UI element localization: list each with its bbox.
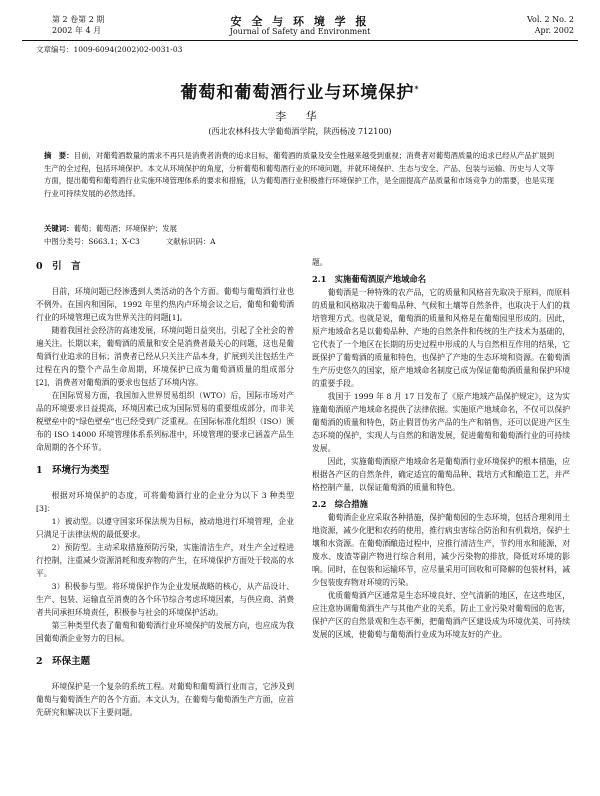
body-paragraph: 葡萄酒是一种特殊的农产品，它的质量和风格首先取决于原料，而原料的质量和风格取决于葡萄品种、气候和土壤等自然条件，也取决于人们的栽培管理方式。也就是说，葡萄酒的质量和风格是在葡萄园里形成的。因此，原产地域命名是以葡萄品种、产地的自然条件和传统的生产技术为基础的，它代表了一个地区在长期的历史过程中形成的人与自然相互作用的结果，它既保护了葡萄酒的质量和特色，也保护了产地的生态环境和资源。在葡萄酒生产历史悠久的国家，原产地域命名制度已成为保证葡萄酒质量和保护环境的重要手段。 [312,288,570,388]
paper-title: 葡萄和葡萄酒行业与环境保护* [180,83,420,103]
body-paragraph: 第三种类型代表了葡萄和葡萄酒行业环境保护的发展方向，也应成为我国葡萄酒企业努力的目标。 [36,621,294,643]
body-paragraph: 我国于 1999 年 8 月 17 日发布了《原产地域产品保护规定》，这为实施葡萄酒原产地域命名提供了法律依据。实施原产地域命名，不仅可以保护葡萄酒的质量和特色，防止假冒伪劣产品的生产和销售，还可以促进产区生态环境的保护，实现人与自然的和谐发展，促进葡萄和葡萄酒行业的可持续发展。 [312,392,570,453]
body-paragraph: 因此，实施葡萄酒原产地域命名是葡萄酒行业环境保护的根本措施，应根据各产区的自然条件，确定适宜的葡萄品种、栽培方式和酿造工艺，并严格控制产量，以保证葡萄酒的质量和特色。 [312,457,570,492]
abstract-text: 目前，对葡萄酒数量的需求不再只是消费者消费的追求目标，葡萄酒的质量及安全性越来越受到重视；消费者对葡萄酒质量的追求已经从产品扩展到生产的全过程，包括环境保护。本文从环境保护的角度，分析葡萄和葡萄酒行业的环境问题，并就环境保护、生态与安全、产品、包装与运输、历史与人文等方面，提出葡萄和葡萄酒行业实施环境管理体系的要求和措施，认为葡萄酒行业积极推行环境保护工作，是全面提高产品质量和市场竞争力的需要，也是实现行业可持续发展的必然选择。 [44,151,554,198]
title-footnote-mark: * [414,83,420,94]
author-name: 李 华 [275,110,325,123]
body-paragraph: 随着我国社会经济的高速发展，环境问题日益突出，引起了全社会的普遍关注。长期以来，葡萄酒的质量和安全是消费者最关心的问题，这也是葡萄酒行业追求的目标；消费者已经从只关注产品本身，扩展到关注包括生产过程在内的整个产品生命周期，环境保护已成为葡萄酒质量的组成部分[2]，消费者对葡萄酒的要求也包括了环境内容。 [36,326,294,387]
body-paragraph: 葡萄酒企业应采取各种措施，保护葡萄园的生态环境，包括合理利用土地资源，减少化肥和农药的使用，推行病虫害综合防治和有机栽培，保护土壤和水资源。在葡萄酒酿造过程中，应推行清洁生产，节约用水和能源，对废水、废渣等副产物进行综合利用，减少污染物的排放，降低对环境的影响。同时，在包装和运输环节，应尽量采用可回收和可降解的包装材料，减少包装废弃物对环境的污染。 [312,513,570,587]
classification [44,236,554,247]
header-issue: Vol. 2 No. 2 Apr. 2002 [527,15,574,35]
keywords [44,223,554,234]
running-header [22,12,578,41]
body-paragraph: 在国际贸易方面，我国加入世界贸易组织（WTO）后，国际市场对产品的环境要求日益提高，环境因素已成为国际贸易的重要组成部分，而非关税壁垒中的“绿色壁垒”也已经受到广泛重视。在国际标准化组织（ISO）颁布的 ISO 14000 环境管理体系系列标准中，环境管理的要求已涵盖产品生命周期的各个环节。 [36,391,294,452]
document-code: 文献标识码：A [165,237,216,246]
body-paragraph: 2）预防型。主动采取措施预防污染，实施清洁生产，对生产全过程进行控制，注重减少资源消耗和废弃物的产生，在环境保护方面处于较高的水平。 [36,543,294,578]
body-paragraph: 环境保护是一个复杂的系统工程。对葡萄和葡萄酒行业而言，它涉及到葡萄与葡萄酒生产的各个方面。本文认为，在葡萄与葡萄酒生产方面，应首先研究和解决以下主要问题。 [36,682,294,717]
body-paragraph: 目前，环境问题已经渗透到人类活动的各个方面。葡萄与葡萄酒行业也不例外。在国内和国际，1992 年里约热内卢环境会议之后，葡萄和葡萄酒行业的环境管理已成为世界关注的问题[1]。 [36,287,294,322]
body-paragraph: 1）被动型。以遵守国家环保法规为目标，被动地进行环境管理，企业只满足于法律法规的最低要求。 [36,517,294,539]
abstract [44,150,554,200]
journal-title-en: Journal of Safety and Environment [229,27,371,36]
clc-number: 中图分类号：S663.1；X-C3 [44,237,140,246]
body-paragraph: 3）积极参与型。将环境保护作为企业发展战略的核心，从产品设计、生产、包装、运输直至消费的各个环节综合考虑环境因素，与供应商、消费者共同承担环境责任，积极参与社会的环境保护活动。 [36,582,294,617]
body-paragraph: 题。 [312,258,328,267]
body-paragraph: 根据对环境保护的态度，可将葡萄酒行业的企业分为以下 3 种类型[3]： [36,491,294,513]
subsection-heading: 2.2 综合措施 [312,499,368,509]
section-heading: 2 环保主题 [36,656,91,667]
abstract-label: 摘 要： [44,151,74,160]
keywords-text: 葡萄；葡萄酒；环境保护；发展 [73,224,178,233]
body-paragraph: 优质葡萄酒产区通常是生态环境良好、空气清新的地区，在这些地区，应注意协调葡萄酒生产与其他产业的关系，防止工业污染对葡萄园的危害，保护产区的自然景观和生态平衡，把葡萄酒产区建设成为环境优美、可持续发展的区域，使葡萄与葡萄酒行业成为环境友好的产业。 [312,591,570,639]
article-number: 文章编号：1009-6094(2002)02-0031-03 [36,45,183,54]
affiliation: (西北农林科技大学葡萄酒学院，陕西杨凌 712100) [208,127,392,136]
subsection-heading: 2.1 实施葡萄酒原产地域命名 [312,274,426,284]
section-heading: 0 引 言 [36,261,81,272]
journal-title-cn: 安 全 与 环 境 学 报 [230,15,370,28]
keywords-label: 关键词： [44,224,74,233]
left-column [36,260,294,719]
header-volume: 第 2 卷第 2 期 2002 年 4 月 [52,15,105,35]
right-column [312,256,570,641]
section-heading: 1 环境行为类型 [36,465,110,476]
